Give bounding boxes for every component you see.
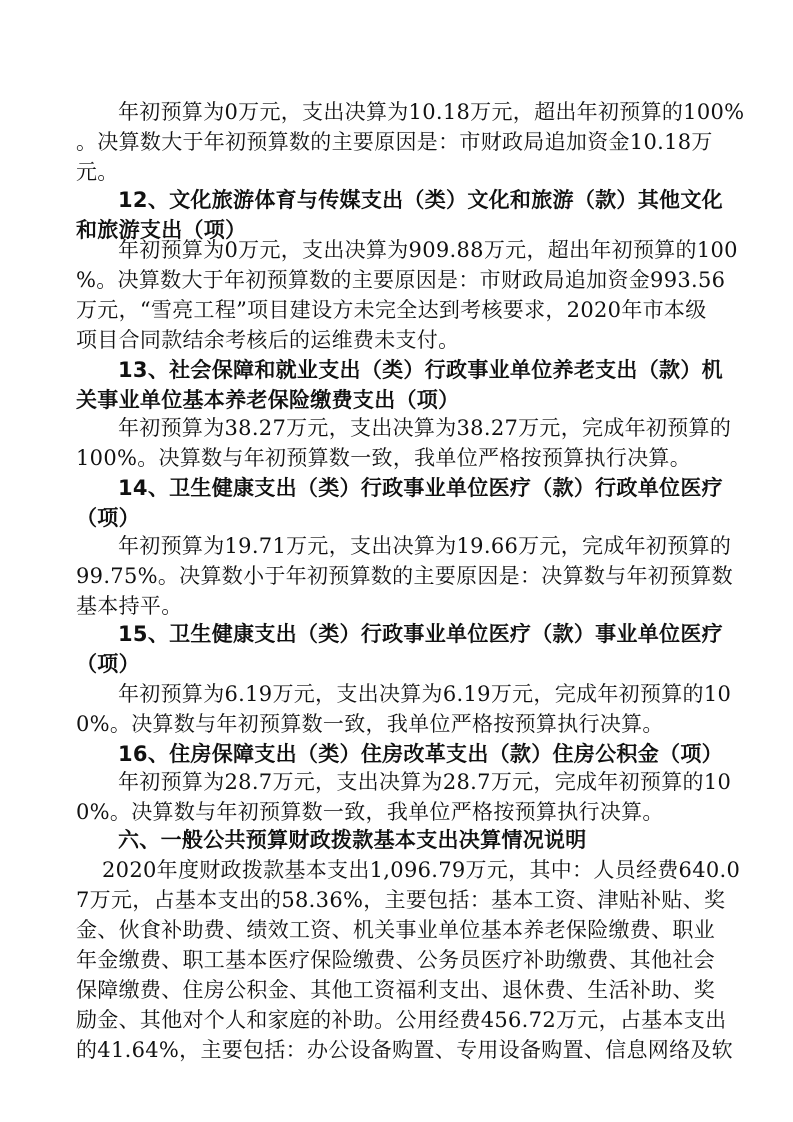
text-line: 0%。决算数与年初预算数一致，我单位严格按预算执行决算。 xyxy=(76,800,664,824)
text-line: 年初预算为28.7万元，支出决算为28.7万元，完成年初预算的10 xyxy=(118,770,732,794)
text-line: 0%。决算数与年初预算数一致，我单位严格按预算执行决算。 xyxy=(76,712,664,736)
section-heading: 15、卫生健康支出（类）行政事业单位医疗（款）事业单位医疗 xyxy=(118,622,723,646)
text-line: 年初预算为0万元，支出决算为909.88万元，超出年初预算的100 xyxy=(118,238,738,262)
text-line: 元。 xyxy=(76,160,119,184)
text-line: 金、伙食补助费、绩效工资、机关事业单位基本养老保险缴费、职业 xyxy=(76,918,715,942)
text-line: 年初预算为38.27万元，支出决算为38.27万元，完成年初预算的 xyxy=(118,416,732,440)
text-line: 7万元，占基本支出的58.36%，主要包括：基本工资、津贴补贴、奖 xyxy=(76,888,726,912)
text-line: 年金缴费、职工基本医疗保险缴费、公务员医疗补助缴费、其他社会 xyxy=(76,948,715,972)
text-line: 基本持平。 xyxy=(76,594,183,618)
section-heading: （项） xyxy=(76,506,140,530)
text-line: 保障缴费、住房公积金、其他工资福利支出、退休费、生活补助、奖 xyxy=(76,978,715,1002)
section-heading: （项） xyxy=(76,652,140,676)
text-line: 99.75%。决算数小于年初预算数的主要原因是：决算数与年初预算数 xyxy=(76,564,733,588)
section-heading: 14、卫生健康支出（类）行政事业单位医疗（款）行政单位医疗 xyxy=(118,476,723,500)
text-line: 年初预算为19.71万元，支出决算为19.66万元，完成年初预算的 xyxy=(118,534,732,558)
text-line: 年初预算为6.19万元，支出决算为6.19万元，完成年初预算的10 xyxy=(118,682,732,706)
text-line: 年初预算为0万元，支出决算为10.18万元，超出年初预算的100% xyxy=(118,100,745,124)
text-line: %。决算数大于年初预算数的主要原因是：市财政局追加资金993.56 xyxy=(76,268,726,292)
text-line: 的41.64%，主要包括：办公设备购置、专用设备购置、信息网络及软 xyxy=(76,1038,733,1062)
section-heading: 16、住房保障支出（类）住房改革支出（款）住房公积金（项） xyxy=(118,742,723,766)
text-line: 项目合同款结余考核后的运维费未支付。 xyxy=(76,328,460,352)
text-line: 万元，“雪亮工程”项目建设方未完全达到考核要求，2020年市本级 xyxy=(76,298,707,322)
text-line: 。决算数大于年初预算数的主要原因是：市财政局追加资金10.18万 xyxy=(76,130,713,154)
text-line: 励金、其他对个人和家庭的补助。公用经费456.72万元，占基本支出 xyxy=(76,1008,727,1032)
section-heading: 13、社会保障和就业支出（类）行政事业单位养老支出（款）机 xyxy=(118,358,723,382)
section-heading: 六、一般公共预算财政拨款基本支出决算情况说明 xyxy=(118,828,587,852)
section-heading: 关事业单位基本养老保险缴费支出（项） xyxy=(76,388,460,412)
section-heading: 12、文化旅游体育与传媒支出（类）文化和旅游（款）其他文化 xyxy=(118,188,723,212)
section-heading: 和旅游支出（项） xyxy=(76,218,247,242)
text-line: 2020年度财政拨款基本支出1,096.79万元，其中：人员经费640.0 xyxy=(102,858,741,882)
text-line: 100%。决算数与年初预算数一致，我单位严格按预算执行决算。 xyxy=(76,446,692,470)
